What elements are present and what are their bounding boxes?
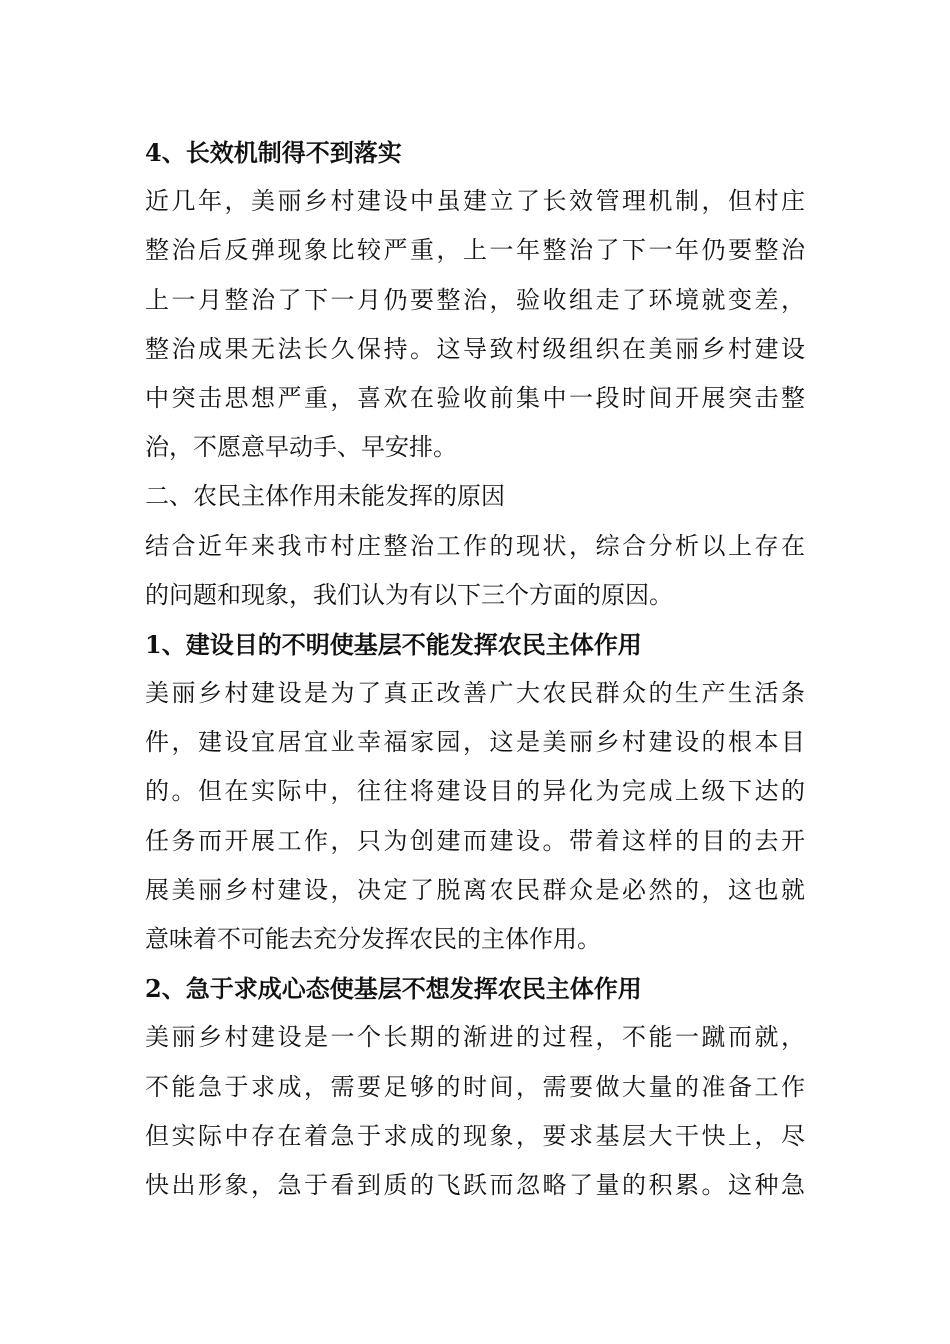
paragraph-line: 近几年，美丽乡村建设中虽建立了长效管理机制，但村庄 [145, 187, 805, 216]
section-heading-1: 1、建设目的不明使基层不能发挥农民主体作用 [145, 629, 642, 659]
paragraph-line: 中突击思想严重，喜欢在验收前集中一段时间开展突击整 [145, 383, 805, 412]
paragraph-line: 整治后反弹现象比较严重，上一年整治了下一年仍要整治 [145, 236, 805, 265]
paragraph-line: 但实际中存在着急于求成的现象，要求基层大干快上，尽 [145, 1121, 805, 1150]
chapter-heading-2: 二、农民主体作用未能发挥的原因 [145, 482, 505, 511]
section-heading-2: 2、急于求成心态使基层不想发挥农民主体作用 [145, 974, 642, 1004]
paragraph-line: 上一月整治了下一月仍要整治，验收组走了环境就变差， [145, 285, 805, 314]
paragraph-line: 的问题和现象，我们认为有以下三个方面的原因。 [145, 580, 673, 609]
paragraph-line: 展美丽乡村建设，决定了脱离农民群众是必然的，这也就 [145, 875, 805, 904]
paragraph-line: 的。但在实际中，往往将建设目的异化为完成上级下达的 [145, 777, 805, 806]
paragraph-line: 结合近年来我市村庄整治工作的现状，综合分析以上存在 [145, 531, 805, 560]
paragraph-line: 整治成果无法长久保持。这导致村级组织在美丽乡村建设 [145, 334, 805, 363]
paragraph-line: 件，建设宜居宜业幸福家园，这是美丽乡村建设的根本目 [145, 728, 805, 757]
paragraph-line: 不能急于求成，需要足够的时间，需要做大量的准备工作 [145, 1072, 805, 1101]
paragraph-line: 意味着不可能去充分发挥农民的主体作用。 [145, 925, 601, 953]
section-heading-4: 4、长效机制得不到落实 [145, 138, 402, 167]
paragraph-line: 美丽乡村建设是为了真正改善广大农民群众的生产生活条 [145, 679, 805, 708]
paragraph-line: 快出形象，急于看到质的飞跃而忽略了量的积累。这种急 [145, 1170, 805, 1199]
paragraph-line: 任务而开展工作，只为创建而建设。带着这样的目的去开 [145, 826, 805, 855]
paragraph-line: 治，不愿意早动手、早安排。 [145, 433, 457, 462]
document-body [145, 128, 805, 1210]
paragraph-line: 美丽乡村建设是一个长期的渐进的过程，不能一蹴而就， [145, 1023, 805, 1052]
